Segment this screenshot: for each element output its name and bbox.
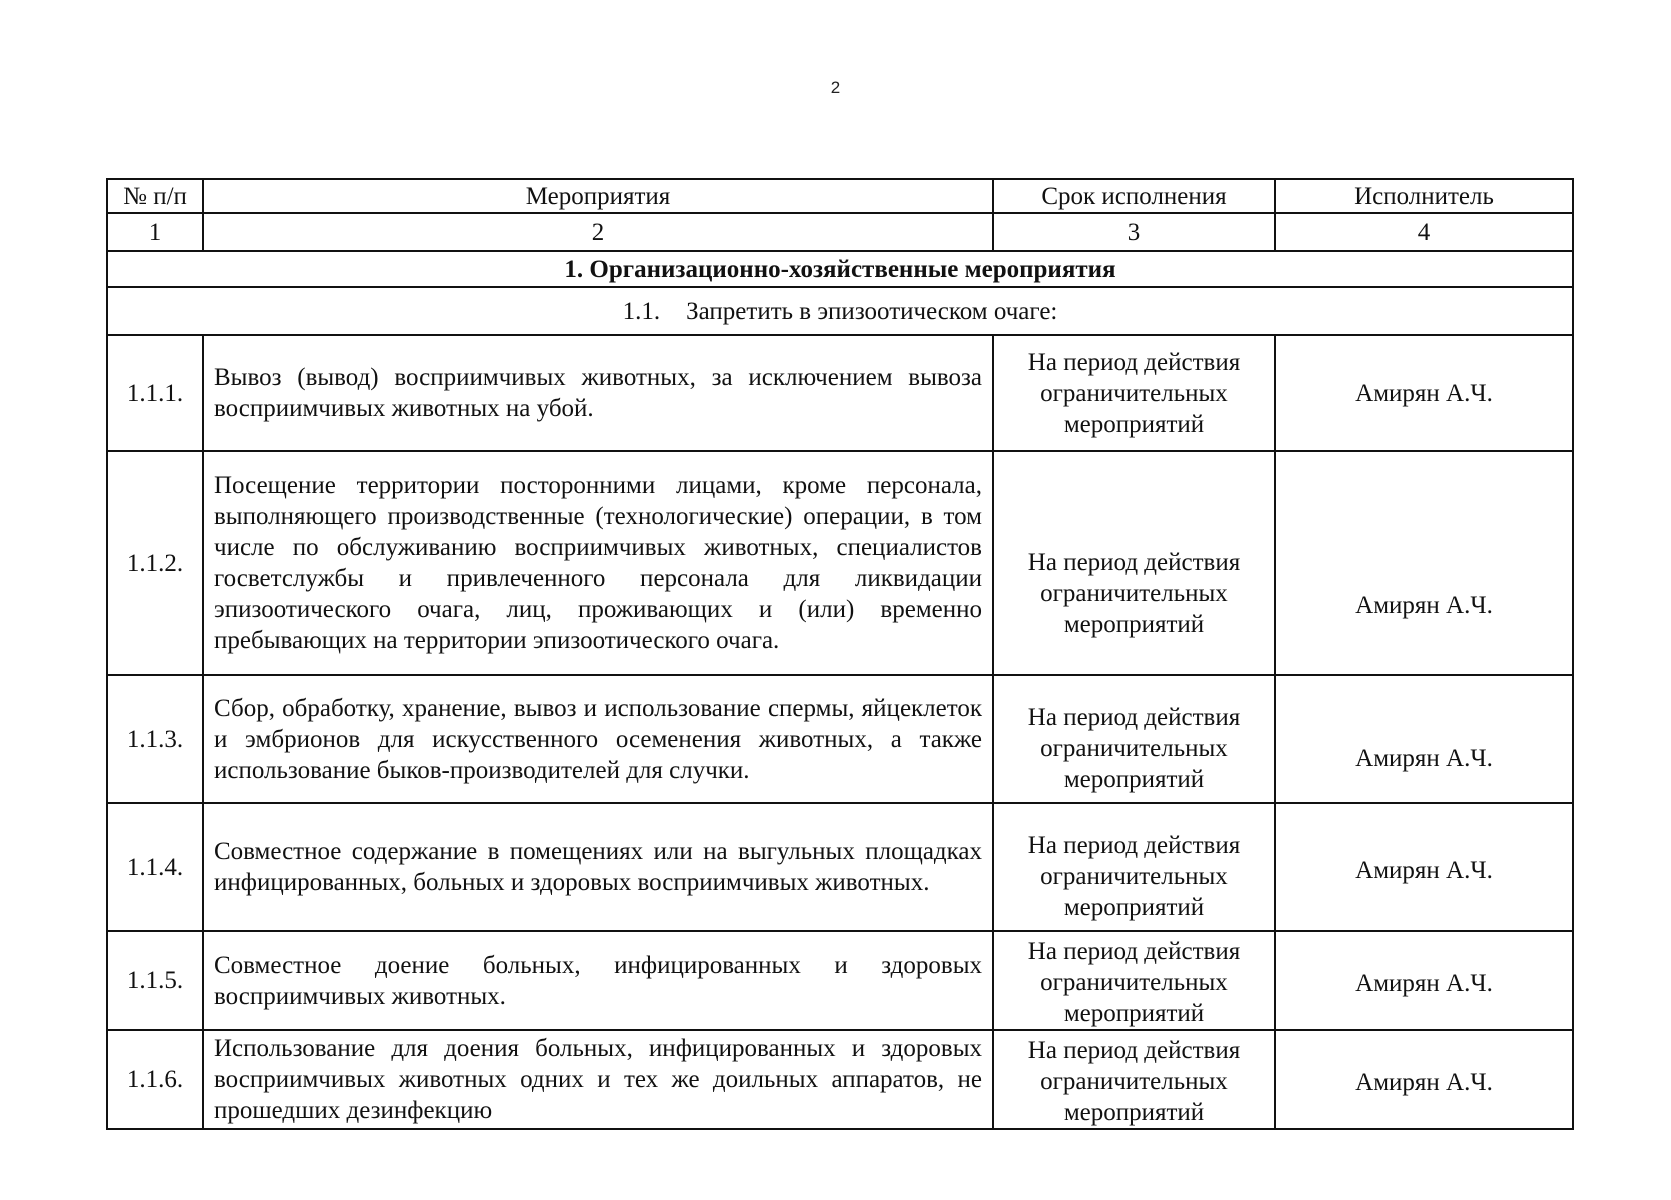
row-number: 1.1.6. [107, 1030, 203, 1129]
page-number: 2 [830, 78, 841, 97]
table-row [107, 931, 1573, 1030]
subsection-number: 1.1. [622, 297, 661, 325]
subsection-text: Запретить в эпизоотическом очаге: [686, 297, 1058, 325]
column-number-3: 3 [993, 213, 1275, 251]
table-header-row [107, 179, 1573, 213]
row-number: 1.1.3. [107, 675, 203, 803]
row-measure: Совместное доение больных, инфицированных и здоровых восприимчивых животных. [203, 931, 993, 1030]
table-row [107, 1030, 1573, 1129]
row-executor: Амирян А.Ч. [1275, 451, 1573, 675]
row-number: 1.1.1. [107, 335, 203, 451]
row-deadline: На период действия ограничительных мероприятий [993, 931, 1275, 1030]
row-executor: Амирян А.Ч. [1275, 675, 1573, 803]
row-executor: Амирян А.Ч. [1275, 803, 1573, 931]
row-deadline: На период действия ограничительных мероприятий [993, 803, 1275, 931]
column-number-4: 4 [1275, 213, 1573, 251]
row-deadline: На период действия ограничительных мероприятий [993, 451, 1275, 675]
table-row [107, 675, 1573, 803]
row-measure: Использование для доения больных, инфицированных и здоровых восприимчивых животных одних и тех же доильных аппаратов, не прошедших дезинфекцию [203, 1030, 993, 1129]
column-number-row [107, 213, 1573, 251]
row-number: 1.1.4. [107, 803, 203, 931]
header-measures: Мероприятия [203, 179, 993, 213]
row-number: 1.1.5. [107, 931, 203, 1030]
header-deadline: Срок исполнения [993, 179, 1275, 213]
section-row [107, 251, 1573, 287]
subsection-row [107, 287, 1573, 335]
row-measure: Совместное содержание в помещениях или на выгульных площадках инфицированных, больных и здоровых восприимчивых животных. [203, 803, 993, 931]
header-number: № п/п [107, 179, 203, 213]
row-deadline: На период действия ограничительных мероприятий [993, 335, 1275, 451]
table-row [107, 451, 1573, 675]
column-number-2: 2 [203, 213, 993, 251]
row-measure: Вывоз (вывод) восприимчивых животных, за исключением вывоза восприимчивых животных на убой. [203, 335, 993, 451]
row-deadline: На период действия ограничительных мероприятий [993, 1030, 1275, 1129]
row-deadline: На период действия ограничительных мероприятий [993, 675, 1275, 803]
table-row [107, 335, 1573, 451]
row-number: 1.1.2. [107, 451, 203, 675]
subsection-title [107, 287, 1573, 335]
measures-table [106, 178, 1574, 1130]
section-title: 1. Организационно-хозяйственные мероприятия [107, 251, 1573, 287]
row-executor: Амирян А.Ч. [1275, 1030, 1573, 1129]
row-measure: Сбор, обработку, хранение, вывоз и использование спермы, яйцеклеток и эмбрионов для искусственного осеменения животных, а также использование быков-производителей для случки. [203, 675, 993, 803]
row-executor: Амирян А.Ч. [1275, 335, 1573, 451]
column-number-1: 1 [107, 213, 203, 251]
header-executor: Исполнитель [1275, 179, 1573, 213]
row-measure: Посещение территории посторонними лицами, кроме персонала, выполняющего производственные (технологические) операции, в том числе по обслуживанию восприимчивых животных, специалистов госветслужбы и привлеченного персонала для ликвидации эпизоотического очага, лиц, проживающих и (или) временно пребывающих на территории эпизоотического очага. [203, 451, 993, 675]
table-row [107, 803, 1573, 931]
row-executor: Амирян А.Ч. [1275, 931, 1573, 1030]
